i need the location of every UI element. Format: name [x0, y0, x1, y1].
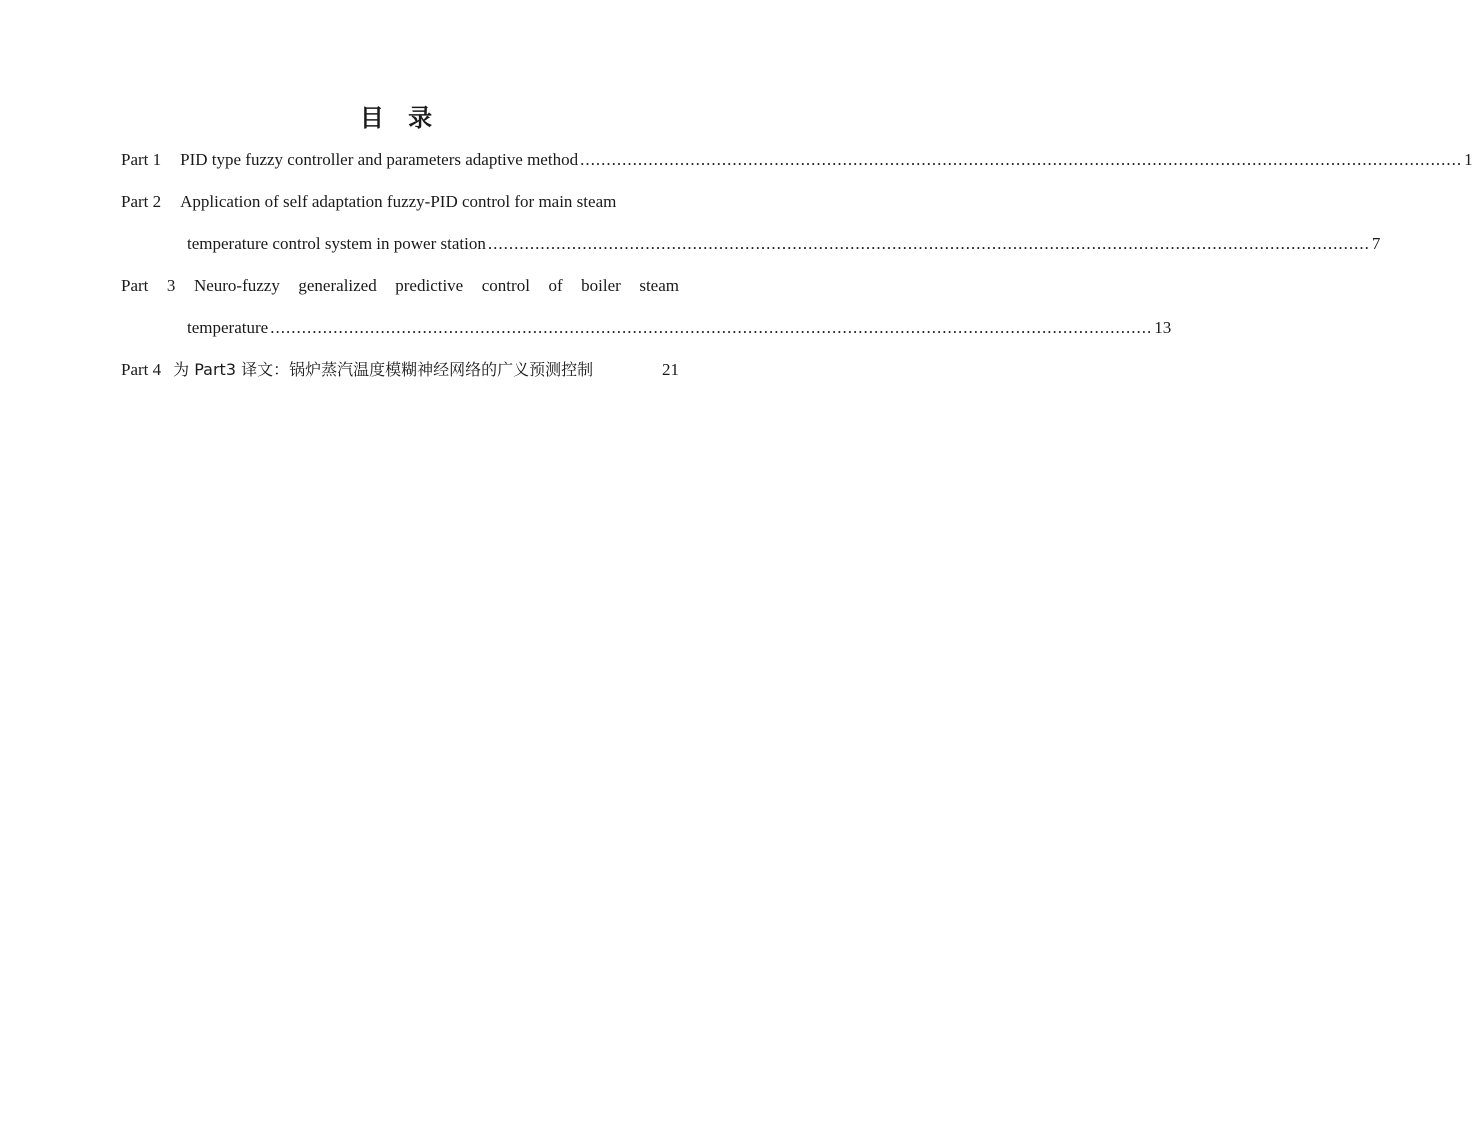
- toc-part-label: Part: [121, 276, 149, 295]
- toc-page-number: 13: [1154, 318, 1172, 337]
- toc-page-number: 7: [1371, 234, 1381, 253]
- dot-leader: ........................................................................................................................................................................: [270, 318, 1153, 337]
- dot-leader: ........................................................................................................................................................................: [487, 234, 1370, 253]
- toc-entry-1[interactable]: [121, 145, 1473, 175]
- toc-page-number: 1: [1464, 150, 1473, 169]
- toc-entry-2-continuation[interactable]: [187, 229, 1381, 259]
- toc-entry-3-continuation[interactable]: [187, 313, 1172, 343]
- toc-part-label: Part 4: [121, 360, 162, 379]
- toc-title: 目 录: [359, 104, 441, 132]
- toc-title-word: boiler: [581, 276, 621, 295]
- toc-part-label: Part 2: [121, 192, 162, 211]
- toc-part-label: Part 1: [121, 150, 162, 169]
- toc-title-word: generalized: [298, 276, 377, 295]
- toc-entry-title-line-2: temperature: [187, 318, 269, 337]
- toc-entry-4[interactable]: [121, 355, 679, 385]
- toc-entry-title-line-1: Application of self adaptation fuzzy-PID control for main steam: [180, 192, 617, 211]
- toc-entry-title: PID type fuzzy controller and parameters adaptive method: [180, 150, 579, 169]
- toc-page-number: 21: [662, 360, 679, 379]
- toc-entry-title-prefix: 为 Part3 译文：: [173, 360, 290, 379]
- toc-entry-2[interactable]: [121, 187, 679, 217]
- toc-title-word: control: [481, 276, 530, 295]
- toc-title-word: predictive: [395, 276, 464, 295]
- toc-title-word: of: [548, 276, 563, 295]
- dot-leader: ........................................................................................................................................................................: [580, 150, 1463, 169]
- toc-part-number: 3: [166, 276, 176, 295]
- toc-title-word: steam: [639, 276, 679, 295]
- toc-entry-3[interactable]: [121, 271, 679, 301]
- toc-entry-title: 锅炉蒸汽温度模糊神经网络的广义预测控制: [289, 360, 594, 379]
- toc-title-word: Neuro-fuzzy: [193, 276, 280, 295]
- toc-entry-title-line-2: temperature control system in power station: [187, 234, 486, 253]
